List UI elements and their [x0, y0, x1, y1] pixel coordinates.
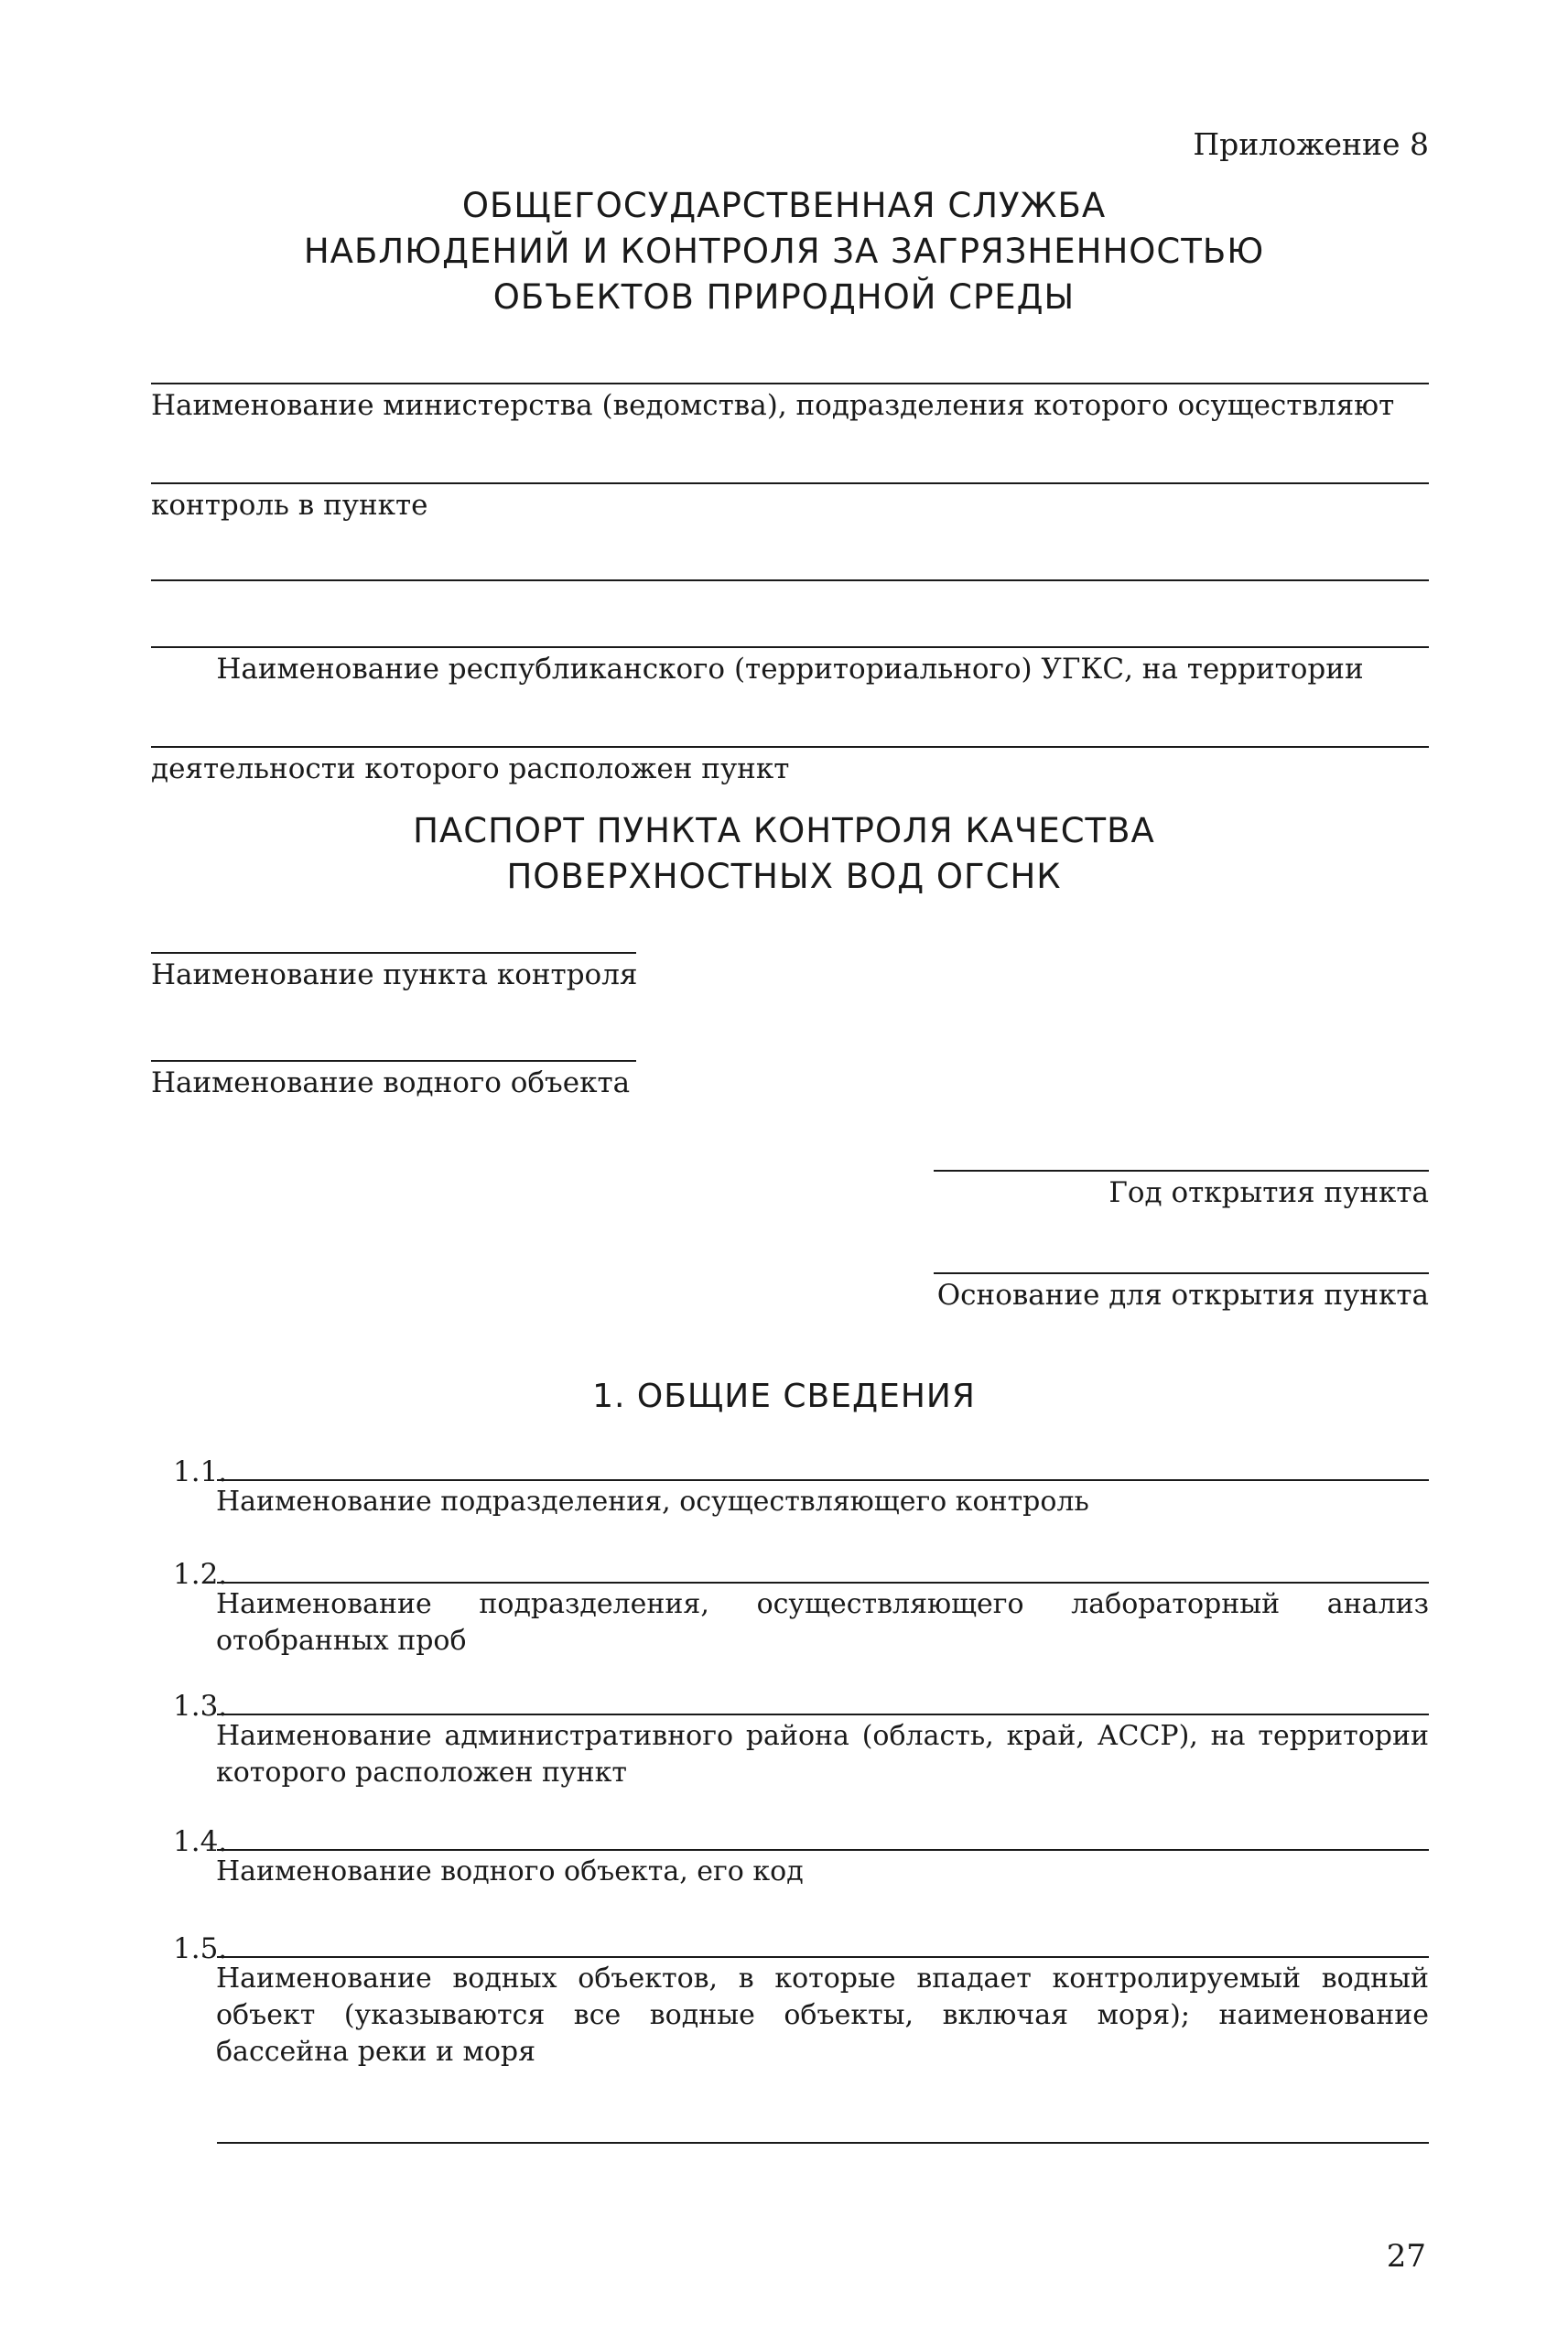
ministry-caption-1: Наименование министерства (ведомства), подразделения которого осуществляют: [151, 389, 1395, 422]
item-blank-line[interactable]: [217, 1849, 1429, 1851]
ministry-blank-line-3[interactable]: [151, 579, 1429, 581]
item-caption: Наименование водного объекта, его код: [216, 1855, 804, 1887]
ministry-caption-2: контроль в пункте: [151, 489, 428, 522]
page-number: 27: [1386, 2238, 1426, 2275]
passport-line: ПАСПОРТ ПУНКТА КОНТРОЛЯ КАЧЕСТВА: [413, 811, 1155, 850]
item-blank-line[interactable]: [217, 1956, 1429, 1958]
passport-line: ПОВЕРХНОСТНЫХ ВОД ОГСНК: [506, 857, 1062, 896]
item-blank-line[interactable]: [217, 1479, 1429, 1481]
item-blank-line[interactable]: [217, 1714, 1429, 1715]
header-line: ОБЪЕКТОВ ПРИРОДНОЙ СРЕДЫ: [492, 277, 1076, 317]
item-number: 1.2.: [173, 1558, 228, 1591]
ugks-caption-2: деятельности которого расположен пункт: [151, 752, 790, 785]
item-number: 1.5.: [173, 1932, 228, 1965]
header-line: ОБЩЕГОСУДАРСТВЕННАЯ СЛУЖБА: [461, 186, 1107, 225]
item-number: 1.1.: [173, 1455, 228, 1488]
point-name-blank-line[interactable]: [151, 952, 636, 954]
water-body-caption: Наименование водного объекта: [151, 1066, 631, 1099]
header-title: [0, 183, 1568, 320]
item-number: 1.3.: [173, 1690, 228, 1723]
ministry-blank-line-2[interactable]: [151, 482, 1429, 484]
ministry-blank-line-1[interactable]: [151, 383, 1429, 384]
item-caption: Наименование подразделения, осуществляющего контроль: [216, 1486, 1089, 1518]
appendix-label: Приложение 8: [1193, 126, 1429, 162]
point-name-caption: Наименование пункта контроля: [151, 958, 638, 991]
opening-basis-blank-line[interactable]: [934, 1272, 1429, 1274]
opening-year-caption: Год открытия пункта: [1108, 1176, 1429, 1209]
item-blank-line[interactable]: [217, 1582, 1429, 1584]
item-caption: Наименование административного района (область, край, АССР), на территории которого расположен пункт: [216, 1720, 1429, 1789]
passport-title: [0, 808, 1568, 900]
water-body-blank-line[interactable]: [151, 1060, 636, 1062]
item-extra-blank-line[interactable]: [217, 2142, 1429, 2144]
header-line: НАБЛЮДЕНИЙ И КОНТРОЛЯ ЗА ЗАГРЯЗНЕННОСТЬЮ: [303, 232, 1265, 271]
opening-basis-caption: Основание для открытия пункта: [936, 1279, 1429, 1312]
ugks-blank-line-1[interactable]: [151, 646, 1429, 648]
section-title: 1. ОБЩИЕ СВЕДЕНИЯ: [592, 1378, 976, 1415]
item-number: 1.4.: [173, 1825, 228, 1858]
ugks-caption-1: Наименование республиканского (территориального) УГКС, на территории: [216, 653, 1364, 686]
ugks-blank-line-2[interactable]: [151, 746, 1429, 748]
item-caption: Наименование водных объектов, в которые впадает контролируемый водный объект (указываются все водные объекты, включая моря); наименование бассейна реки и моря: [216, 1963, 1429, 2068]
opening-year-blank-line[interactable]: [934, 1170, 1429, 1172]
item-caption: Наименование подразделения, осуществляющего лабораторный анализ отобранных проб: [216, 1588, 1429, 1657]
